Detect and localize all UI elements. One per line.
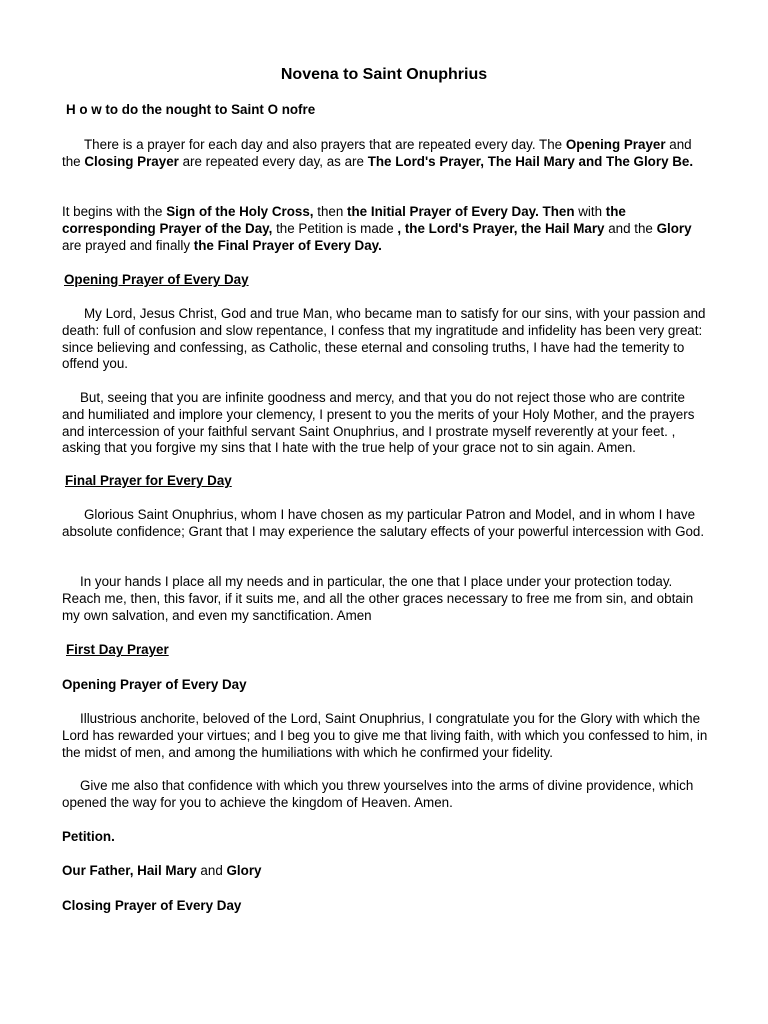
first-day-opening-label: Opening Prayer of Every Day (62, 677, 247, 692)
opening-prayer-p1: My Lord, Jesus Christ, God and true Man, who became man to satisfy for our sins, with your passion and death: full of confusion and slow repentance, I confess that my ingratitude and infidelity has been very great: since believing and confessing, as Catholic, these eternal and consoling truths, I have had the temerity to offend you. (62, 306, 706, 372)
our-father-line: Our Father, Hail Mary and Glory (62, 863, 262, 878)
final-prayer-heading: Final Prayer for Every Day (65, 473, 232, 488)
closing-prayer-label: Closing Prayer of Every Day (62, 898, 242, 913)
page-title: Novena to Saint Onuphrius (280, 66, 488, 83)
final-prayer-p1: Glorious Saint Onuphrius, whom I have chosen as my particular Patron and Model, and in whom I have absolute confidence; Grant that I may experience the salutary effects of your powerful intercession with God. (62, 507, 705, 539)
opening-prayer-heading: Opening Prayer of Every Day (64, 272, 249, 287)
order-paragraph: It begins with the Sign of the Holy Cross, then the Initial Prayer of Every Day. Then with the corresponding Prayer of the Day, the Petition is made , the Lord's Prayer, the Hail Mary and the Glory are prayed and finally the Final Prayer of Every Day. (62, 204, 692, 253)
opening-prayer-p2: But, seeing that you are infinite goodness and mercy, and that you do not reject those who are contrite and humiliated and implore your clemency, I present to you the merits of your Holy Mother, and the prayers and intercession of your faithful servant Saint Onuphrius, and I prostrate myself reverently at your feet. , asking that you forgive my sins that I hate with the true help of your grace not to sin again. Amen. (62, 390, 695, 456)
petition-label: Petition. (62, 829, 115, 844)
how-to-heading: H o w to do the nought to Saint O nofre (66, 102, 316, 117)
intro-paragraph: There is a prayer for each day and also prayers that are repeated every day. The Opening Prayer and the Closing Prayer are repeated every day, as are The Lord's Prayer, The Hail Mary and The Glory Be. (62, 137, 694, 169)
first-day-heading: First Day Prayer (66, 642, 169, 657)
final-prayer-p2: In your hands I place all my needs and in particular, the one that I place under your protection today. Reach me, then, this favor, if it suits me, and all the other graces necessary to free me from sin, and obtain my own salvation, and even my sanctification. Amen (62, 574, 694, 623)
first-day-p2: Give me also that confidence with which you threw yourselves into the arms of divine providence, which opened the way for you to achieve the kingdom of Heaven. Amen. (62, 778, 694, 810)
first-day-p1: Illustrious anchorite, beloved of the Lord, Saint Onuphrius, I congratulate you for the Glory with which the Lord has rewarded your virtues; and I beg you to give me that living faith, with which you confessed to him, in the midst of men, and among the humiliations with which he confirmed your fidelity. (62, 711, 708, 760)
